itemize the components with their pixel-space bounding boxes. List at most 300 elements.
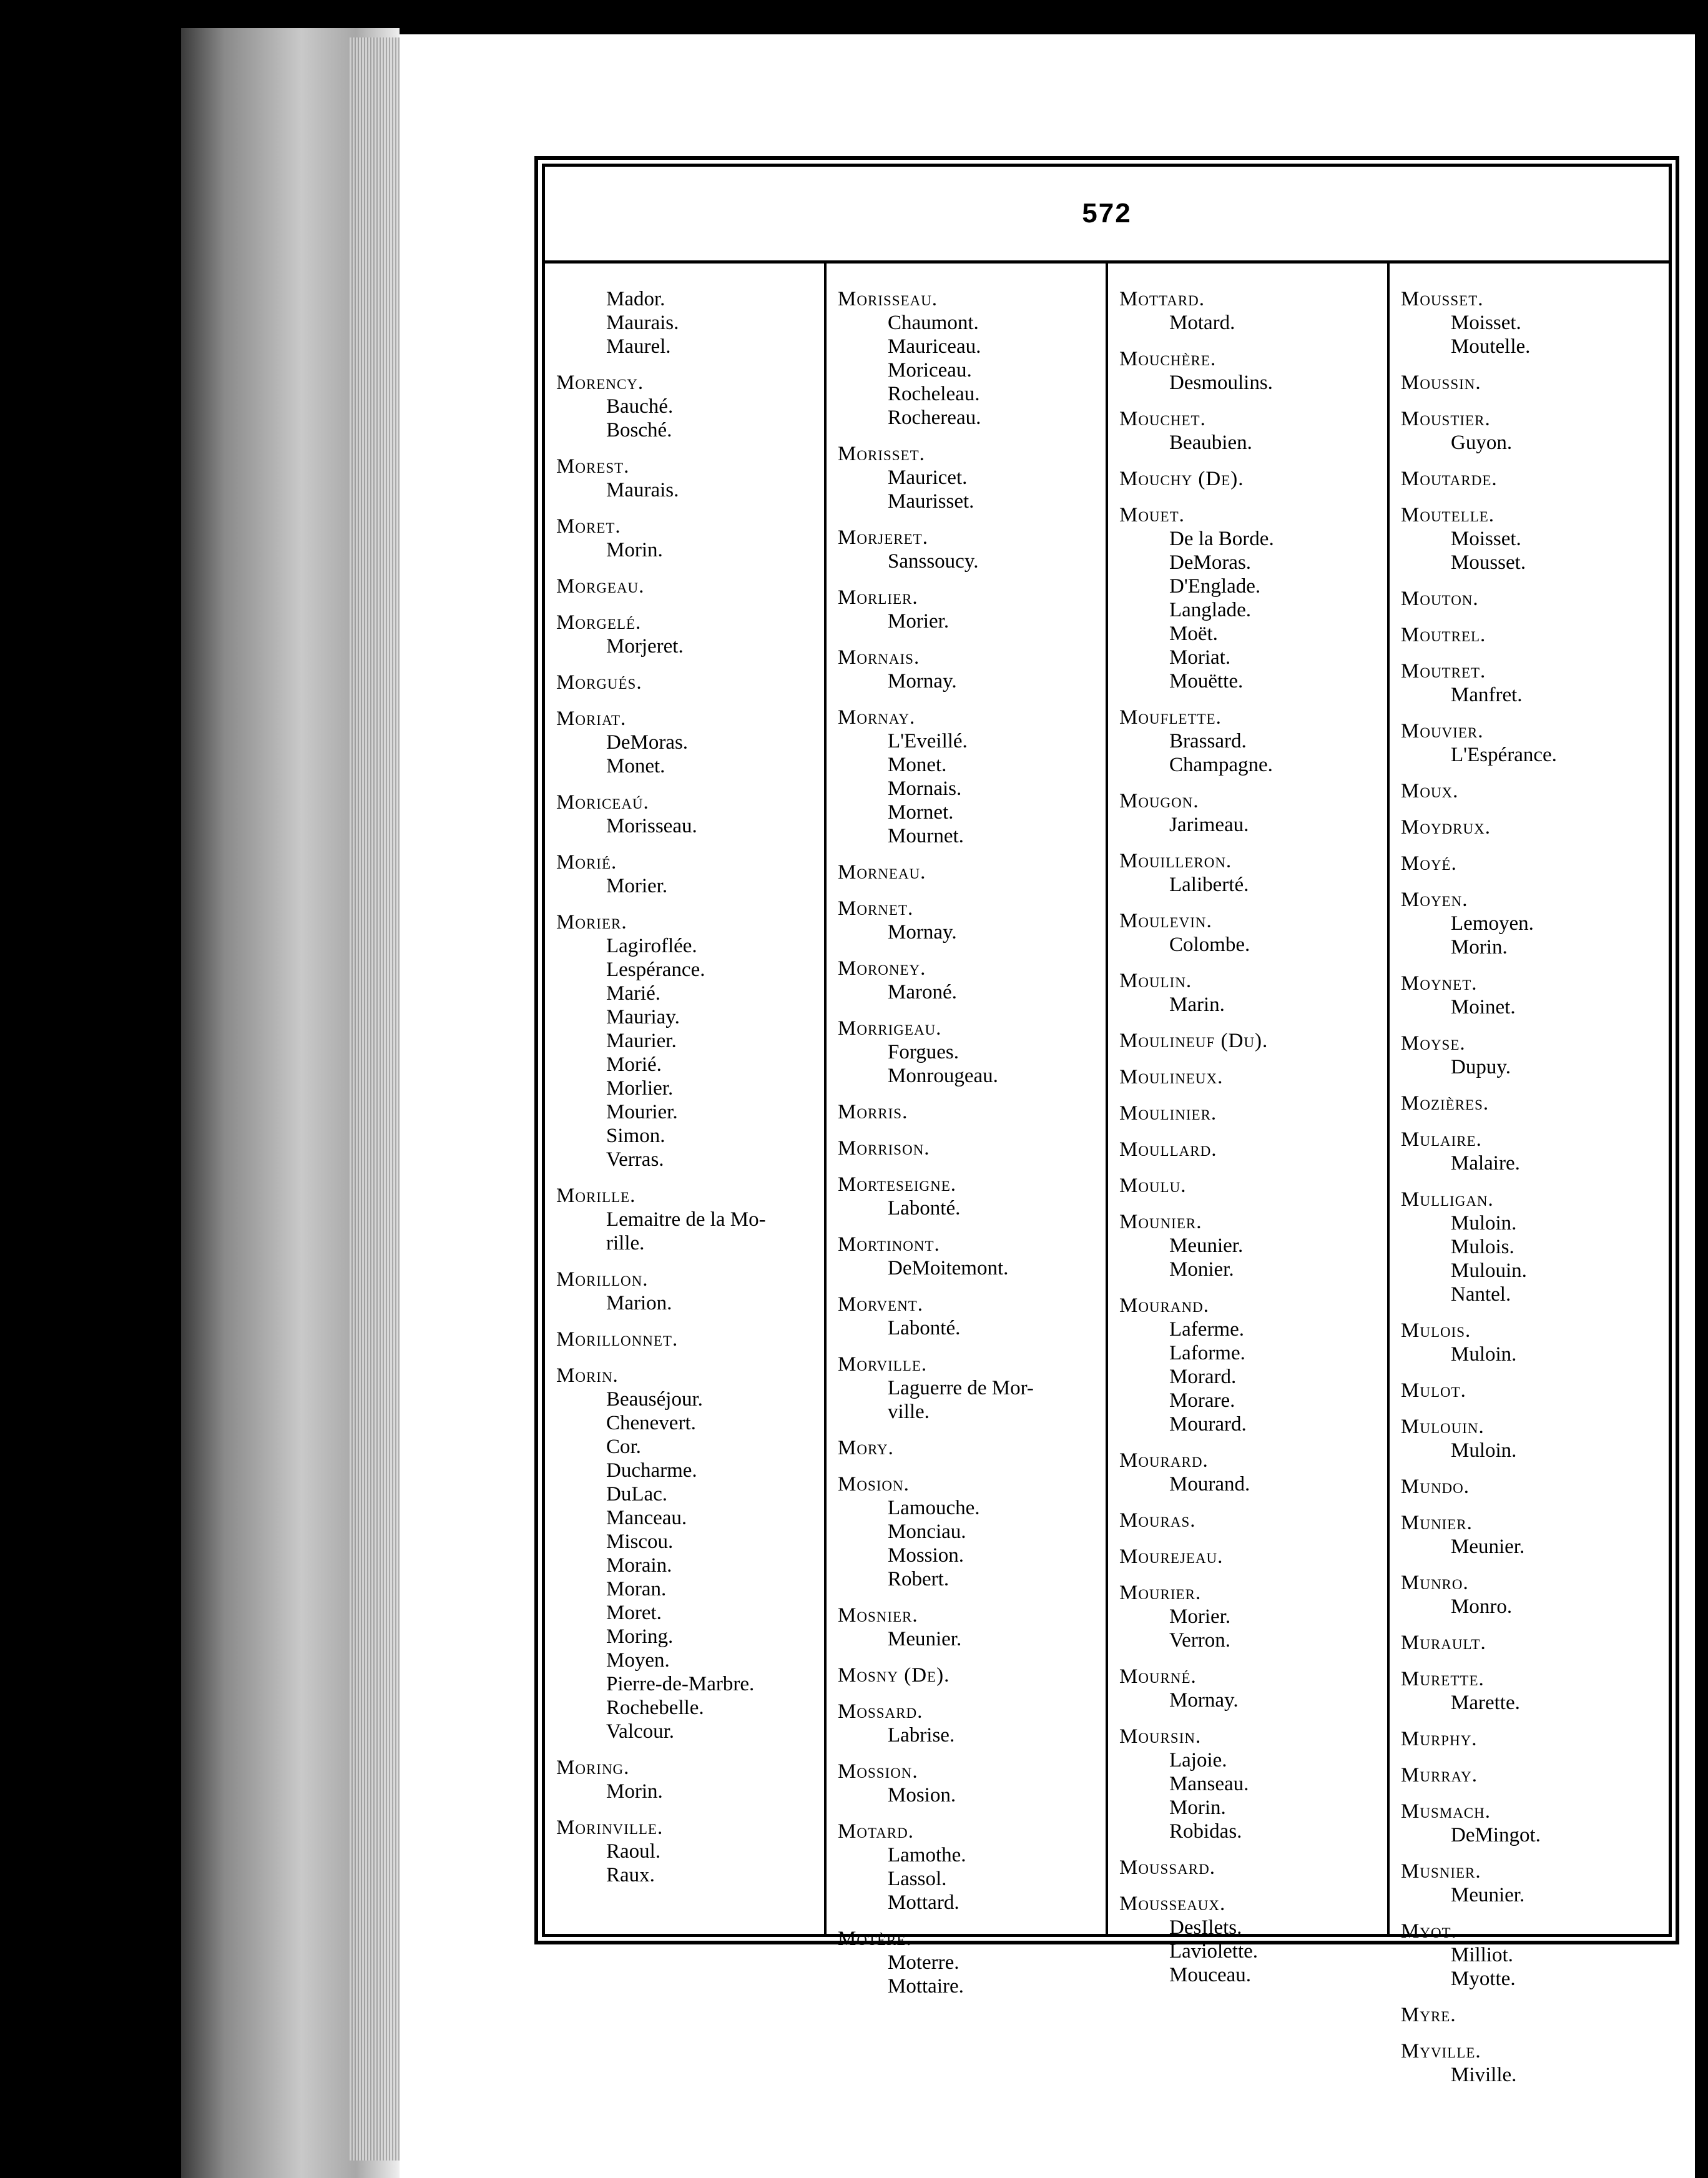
column-1 [545,264,824,1934]
variant-name: Lemoyen. [1451,912,1534,935]
surname-entry [1119,789,1376,837]
surname-entry [1401,371,1657,395]
surname-entry [1401,1631,1657,1655]
entry-headword: Motard. [838,1820,914,1843]
variant-name: DeMingot. [1451,1824,1541,1846]
entry-headword: Morin. [556,1364,619,1387]
surname-entry [838,646,1094,693]
variant-name: Mador. [606,288,665,310]
surname-entry [1401,1667,1657,1715]
variant-name: Miville. [1451,2064,1517,2086]
variant-name: Morin. [606,539,663,561]
entry-headword: Moulinier. [1119,1102,1217,1125]
variant-name: Mourand. [1169,1473,1250,1496]
variant-name: Rochebelle. [606,1697,704,1719]
surname-entry [838,287,1094,430]
variant-name: DeMoitemont. [888,1257,1009,1279]
surname-entry [556,287,813,358]
surname-entry [1401,1571,1657,1619]
surname-entry [1401,852,1657,875]
surname-entry [1401,816,1657,839]
variant-name: Moët. [1169,623,1218,645]
surname-entry [838,957,1094,1004]
entry-headword: Moutret. [1401,660,1486,682]
entry-headword: Mousseaux. [1119,1893,1226,1915]
variant-name: Maurais. [606,479,679,501]
page-header [545,167,1669,264]
entry-headword: Moring. [556,1757,630,1779]
surname-entry [1401,467,1657,491]
entry-headword: Morville. [838,1353,928,1376]
surname-entry [838,1100,1094,1124]
variant-name: Colombe. [1169,934,1250,956]
surname-entry [556,671,813,694]
surname-entry [1401,2039,1657,2087]
entry-headword: Mouras. [1119,1509,1196,1532]
variant-name: Mornet. [888,801,954,824]
entry-headword: Mozières. [1401,1092,1490,1115]
entry-headword: Moulineux. [1119,1066,1224,1088]
entry-headword: Moynet. [1401,972,1478,995]
entry-headword: Morency. [556,372,644,394]
variant-name: DeMoras. [1169,551,1252,574]
variant-name: rille. [606,1232,645,1254]
variant-name: Manceau. [606,1507,687,1529]
surname-entry [556,910,813,1171]
variant-name: Marion. [606,1292,672,1314]
surname-entry [1401,1379,1657,1402]
variant-name: Cor. [606,1436,641,1458]
variant-name: Manfret. [1451,684,1523,706]
entry-headword: Morjeret. [838,526,928,549]
surname-entry [838,897,1094,944]
variant-name: Moret. [606,1602,662,1624]
surname-entry [1401,503,1657,574]
surname-entry [838,706,1094,848]
variant-name: Meunier. [888,1628,962,1650]
surname-entry [1401,407,1657,455]
variant-name: Brassard. [1169,730,1247,752]
variant-name: De la Borde. [1169,528,1274,550]
entry-headword: Munro. [1401,1572,1469,1594]
surname-entry [556,574,813,598]
entry-headword: Morille. [556,1185,636,1207]
variant-name: Labrise. [888,1724,955,1747]
entry-headword: Moriat. [556,707,627,730]
surname-entry [838,1293,1094,1340]
surname-entry [556,1816,813,1887]
entry-headword: Mouet. [1119,504,1185,526]
surname-entry [1401,779,1657,803]
entry-headword: Mourard. [1119,1449,1209,1472]
surname-entry [838,526,1094,573]
variant-name: Lespérance. [606,958,705,981]
variant-name: Laviolette. [1169,1940,1259,1963]
page-edges [350,37,400,2161]
variant-name: Myotte. [1451,1968,1516,1990]
variant-name: Milliot. [1451,1944,1513,1966]
variant-name: Raux. [606,1864,655,1886]
surname-entry [1119,503,1376,693]
entry-headword: Morneau. [838,861,926,884]
variant-name: Mourier. [606,1101,678,1123]
entry-headword: Mouchet. [1119,408,1206,430]
variant-name: Mauricet. [888,466,968,489]
entry-headword: Moyse. [1401,1032,1466,1055]
surname-entry [1119,1138,1376,1161]
surname-entry [1401,972,1657,1019]
entry-headword: Moydrux. [1401,816,1491,839]
variant-name: Morier. [1169,1605,1231,1628]
entry-headword: Mourné. [1119,1665,1197,1688]
entry-headword: Mourand. [1119,1294,1209,1317]
surname-entry [1401,1415,1657,1462]
entry-headword: Morgeau. [556,575,645,598]
variant-name: Mourard. [1169,1413,1247,1436]
variant-name: Mornay. [1169,1689,1239,1712]
entry-headword: Morteseigne. [838,1173,957,1196]
entry-headword: Mouvier. [1401,720,1484,742]
surname-entry [556,1268,813,1315]
entry-headword: Mortinont. [838,1233,940,1256]
variant-name: Meunier. [1451,1884,1525,1906]
surname-entry [1401,659,1657,707]
surname-entry [838,1604,1094,1651]
entry-headword: Moulin. [1119,970,1192,992]
surname-entry [1119,1581,1376,1652]
variant-name: Lajoie. [1169,1749,1227,1771]
surname-entry [838,1820,1094,1914]
entry-headword: Mousset. [1401,288,1484,310]
variant-name: Mouëtte. [1169,670,1244,692]
surname-entry [556,611,813,658]
variant-name: Mauriceau. [888,335,981,358]
entry-headword: Moustier. [1401,408,1491,430]
variant-name: Nantel. [1451,1283,1511,1306]
entry-headword: Myville. [1401,2040,1481,2062]
variant-name: Mulouin. [1451,1259,1527,1282]
entry-headword: Musmach. [1401,1800,1491,1823]
variant-name: Maurisset. [888,490,974,513]
entry-headword: Morest. [556,455,630,478]
column-4 [1387,264,1669,2086]
entry-headword: Moyé. [1401,852,1457,875]
variant-name: Monier. [1169,1258,1234,1281]
surname-entry [1119,1294,1376,1436]
variant-name: Monciau. [888,1520,966,1543]
entry-headword: Moussard. [1119,1856,1215,1879]
entry-headword: Morris. [838,1101,908,1123]
entry-headword: Moulu. [1119,1175,1187,1197]
variant-name: Mournet. [888,825,964,847]
variant-name: Mornay. [888,670,957,692]
surname-entry [556,1328,813,1351]
variant-name: L'Espérance. [1451,744,1557,766]
variant-name: Maurier. [606,1030,677,1052]
entry-headword: Mossard. [838,1700,923,1723]
surname-entry [1401,888,1657,959]
surname-entry [1119,1892,1376,1987]
entry-headword: Morisseau. [838,288,938,310]
variant-name: Desmoulins. [1169,372,1273,394]
entry-headword: Morvent. [838,1293,924,1316]
variant-name: Morin. [1169,1796,1226,1819]
variant-name: Mousset. [1451,551,1526,574]
variant-name: Mossion. [888,1544,964,1567]
variant-name: Mornay. [888,921,957,944]
page-frame [542,164,1672,2086]
variant-name: Morin. [1451,936,1508,958]
variant-name: D'Englade. [1169,575,1261,598]
surname-entry [1401,1319,1657,1366]
variant-name: Moinet. [1451,996,1516,1018]
surname-entry [1119,1174,1376,1198]
entry-headword: Mulligan. [1401,1188,1494,1211]
entry-headword: Moux. [1401,780,1459,802]
variant-name: Morard. [1169,1366,1237,1388]
entry-headword: Mory. [838,1437,894,1459]
surname-entry [556,515,813,562]
entry-headword: Mornais. [838,646,920,669]
surname-entry [556,1756,813,1803]
entry-headword: Murphy. [1401,1728,1478,1750]
variant-name: Labonté. [888,1197,961,1220]
variant-name: Moriat. [1169,646,1231,669]
surname-entry [1119,1065,1376,1089]
variant-name: Labonté. [888,1317,961,1339]
surname-entry [1401,623,1657,647]
variant-name: Rochereau. [888,407,981,429]
surname-entry [1119,1101,1376,1125]
entry-headword: Moroney. [838,957,926,980]
variant-name: DesIlets. [1169,1916,1242,1939]
variant-name: Mauriay. [606,1006,680,1028]
column-3 [1106,264,1387,1986]
entry-headword: Morrigeau. [838,1017,942,1040]
surname-entry [1119,1449,1376,1496]
entry-headword: Morgués. [556,671,642,694]
variant-name: Morin. [606,1780,663,1803]
variant-name: Mottaire. [888,1975,964,1998]
variant-name: Moterre. [888,1951,960,1974]
entry-headword: Moussin. [1401,372,1481,394]
entry-headword: Musnier. [1401,1860,1481,1883]
surname-entry [1401,1800,1657,1847]
surname-entry [1401,1763,1657,1787]
variant-name: Chenevert. [606,1412,696,1434]
entry-headword: Moutrel. [1401,624,1486,646]
entry-headword: Mosion. [838,1473,910,1496]
surname-entry [1119,407,1376,455]
entry-headword: Mosny (De). [838,1664,950,1687]
variant-name: Morlier. [606,1077,674,1100]
variant-name: Valcour. [606,1720,675,1743]
variant-name: Ducharme. [606,1459,697,1482]
variant-name: Maurais. [606,312,679,334]
columns-container [545,264,1669,2086]
variant-name: Sanssoucy. [888,550,979,573]
variant-name: Moriceau. [888,359,972,382]
surname-entry [1401,1128,1657,1175]
entry-headword: Myot. [1401,1920,1457,1943]
surname-entry [1119,1029,1376,1053]
variant-name: Morié. [606,1053,662,1076]
surname-entry [556,707,813,778]
variant-name: Bauché. [606,395,674,418]
variant-name: Morisseau. [606,815,697,837]
variant-name: Laguerre de Mor- [888,1377,1034,1399]
surname-entry [838,1927,1094,1998]
entry-headword: Mulaire. [1401,1128,1482,1151]
surname-entry [1401,2003,1657,2027]
variant-name: Lamouche. [888,1497,980,1519]
entry-headword: Mourier. [1119,1582,1202,1604]
variant-name: Lagiroflée. [606,935,697,957]
variant-name: Laforme. [1169,1342,1245,1364]
surname-entry [1119,347,1376,395]
page-number: 572 [1082,198,1132,229]
surname-entry [1119,706,1376,777]
variant-name: Langlade. [1169,599,1252,621]
surname-entry [1401,1511,1657,1559]
variant-name: Muloin. [1451,1343,1517,1366]
surname-entry [838,1353,1094,1424]
entry-headword: Motère. [838,1928,912,1950]
surname-entry [838,1472,1094,1591]
entry-headword: Mornet. [838,897,914,920]
variant-name: Maroné. [888,981,957,1003]
surname-entry [1401,1727,1657,1751]
surname-entry [1119,1545,1376,1569]
surname-entry [1119,1665,1376,1712]
entry-headword: Moutelle. [1401,504,1495,526]
variant-name: Morjeret. [606,635,684,658]
surname-entry [1401,287,1657,358]
entry-headword: Moulevin. [1119,910,1212,932]
variant-name: Champagne. [1169,754,1273,776]
variant-name: Marin. [1169,993,1225,1016]
variant-name: Moutelle. [1451,335,1531,358]
surname-entry [1119,1856,1376,1880]
variant-name: Lamothe. [888,1844,966,1866]
variant-name: Muloin. [1451,1439,1517,1462]
variant-name: Moisset. [1451,312,1521,334]
variant-name: Laferme. [1169,1318,1244,1341]
surname-entry [556,791,813,838]
variant-name: Morare. [1169,1389,1235,1412]
surname-entry [838,1436,1094,1460]
variant-name: Mouceau. [1169,1964,1252,1986]
variant-name: Moran. [606,1578,667,1600]
variant-name: Manseau. [1169,1773,1249,1795]
entry-headword: Morlier. [838,586,918,609]
variant-name: Muloin. [1451,1212,1517,1234]
surname-entry [1119,909,1376,957]
variant-name: Verras. [606,1148,664,1171]
surname-entry [1401,1188,1657,1306]
column-2 [824,264,1106,1998]
entry-headword: Moullard. [1119,1138,1217,1161]
entry-headword: Morillonnet. [556,1328,679,1351]
variant-name: Raoul. [606,1840,661,1863]
variant-name: Malaire. [1451,1152,1520,1175]
entry-headword: Morier. [556,911,627,934]
entry-headword: Mosnier. [838,1604,918,1627]
entry-headword: Moyen. [1401,889,1468,911]
variant-name: Motard. [1169,312,1235,334]
surname-entry [1401,1032,1657,1079]
variant-name: Mosion. [888,1784,956,1806]
entry-headword: Mulot. [1401,1379,1466,1402]
surname-entry [1401,1475,1657,1499]
variant-name: Monro. [1451,1595,1513,1618]
entry-headword: Morisset. [838,443,925,465]
variant-name: ville. [888,1401,930,1423]
surname-entry [1119,1509,1376,1532]
entry-headword: Mouchère. [1119,348,1217,370]
entry-headword: Mornay. [838,706,916,729]
surname-entry [1401,1860,1657,1907]
surname-entry [1119,1725,1376,1843]
entry-headword: Moulineuf (Du). [1119,1030,1269,1052]
variant-name: Robert. [888,1568,950,1590]
surname-entry [1401,719,1657,767]
variant-name: L'Eveillé. [888,730,968,752]
variant-name: Monrougeau. [888,1065,998,1087]
variant-name: Moisset. [1451,528,1521,550]
variant-name: Monet. [888,754,947,776]
entry-headword: Moret. [556,515,621,538]
entry-headword: Moriceaú. [556,791,649,814]
entry-headword: Murault. [1401,1632,1486,1654]
surname-entry [838,1173,1094,1220]
entry-headword: Murette. [1401,1668,1485,1690]
variant-name: Moyen. [606,1649,670,1672]
variant-name: Beauséjour. [606,1388,703,1411]
variant-name: Robidas. [1169,1820,1242,1843]
surname-entry [1401,1919,1657,1991]
variant-name: Guyon. [1451,431,1513,454]
variant-name: Morier. [888,610,950,633]
entry-headword: Morié. [556,851,617,874]
entry-headword: Murray. [1401,1764,1478,1786]
variant-name: Lassol. [888,1868,947,1890]
surname-entry [1401,587,1657,611]
entry-headword: Moutarde. [1401,468,1498,490]
entry-headword: Morinville. [556,1816,664,1839]
surname-entry [1119,467,1376,491]
entry-headword: Mouton. [1401,588,1479,610]
entry-headword: Mulois. [1401,1319,1471,1342]
entry-headword: Moursin. [1119,1725,1202,1748]
variant-name: Lemaitre de la Mo- [606,1208,766,1231]
surname-entry [1401,1091,1657,1115]
entry-headword: Mourejeau. [1119,1545,1224,1568]
variant-name: Rocheleau. [888,383,980,405]
entry-headword: Morgelé. [556,611,642,634]
variant-name: Maurel. [606,335,671,358]
entry-headword: Mouflette. [1119,706,1222,729]
variant-name: Mulois. [1451,1236,1514,1258]
entry-headword: Mossion. [838,1760,918,1783]
surname-entry [838,442,1094,513]
variant-name: Laliberté. [1169,874,1249,896]
entry-headword: Morillon. [556,1268,649,1291]
variant-name: Dupuy. [1451,1056,1511,1078]
variant-name: Marié. [606,982,661,1005]
variant-name: Pierre-de-Marbre. [606,1673,755,1695]
variant-name: Beaubien. [1169,431,1252,454]
